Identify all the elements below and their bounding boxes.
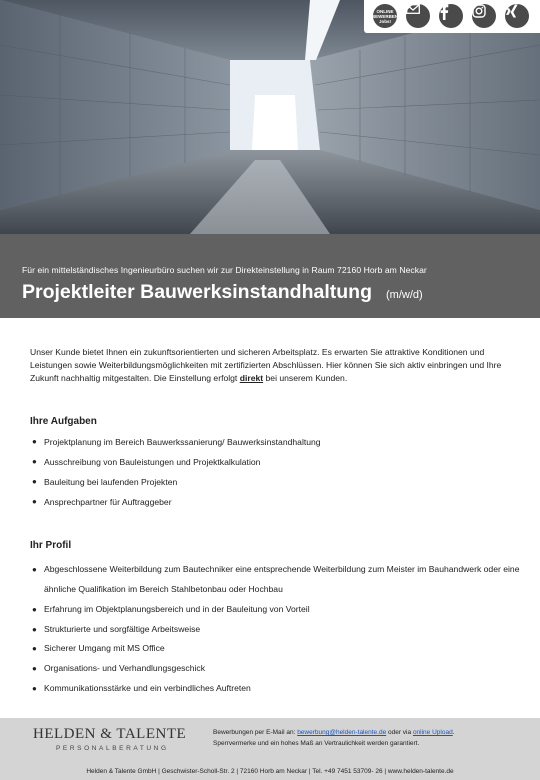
job-intro: Für ein mittelständisches Ingenieurbüro suchen wir zur Direkteinstellung in Raum 72160 Horb am Neckar bbox=[22, 265, 427, 275]
job-title-suffix: (m/w/d) bbox=[386, 289, 423, 301]
online-bewerben-icon[interactable] bbox=[373, 4, 397, 28]
list-item bbox=[30, 620, 520, 640]
list-item bbox=[30, 639, 520, 659]
list-item bbox=[30, 477, 520, 497]
list-item-text: Strukturierte und sorgfältige Arbeitsweise bbox=[44, 623, 201, 634]
company-logo-subtitle: PERSONALBERATUNG bbox=[56, 745, 169, 752]
list-item bbox=[30, 457, 520, 477]
bullet-icon: ● bbox=[32, 437, 37, 446]
confidentiality-note: Sperrvermerke und ein hohes Maß an Vertraulichkeit werden garantiert. bbox=[213, 740, 420, 747]
list-item-text: Ausschreibung von Bauleistungen und Projektkalkulation bbox=[44, 457, 261, 467]
bullet-icon: ● bbox=[32, 477, 37, 486]
list-item-text: Erfahrung im Objektplanungsbereich und in der Bauleitung von Vorteil bbox=[44, 604, 310, 614]
list-item-text: Ansprechpartner für Auftraggeber bbox=[44, 497, 172, 507]
bullet-icon: ● bbox=[32, 624, 37, 634]
profile-list bbox=[30, 560, 520, 699]
list-item-text: Kommunikationsstärke und ein verbindliches Auftreten bbox=[44, 683, 251, 693]
online-badge-line: ONLINE bbox=[376, 8, 394, 14]
bullet-icon: ● bbox=[32, 457, 37, 466]
bullet-icon: ● bbox=[32, 605, 37, 614]
bullet-icon: ● bbox=[32, 644, 37, 653]
apply-email-link[interactable]: bewerbung@helden-talente.de bbox=[297, 729, 387, 736]
online-badge-line: Jobs! bbox=[379, 18, 392, 24]
tunnel-illustration bbox=[0, 0, 540, 234]
lead-emphasis: direkt bbox=[239, 372, 264, 383]
bullet-icon: ● bbox=[32, 664, 37, 673]
list-item bbox=[30, 659, 520, 679]
facebook-icon[interactable] bbox=[439, 4, 463, 28]
list-item bbox=[30, 679, 520, 699]
lead-text: Unser Kunde bietet Ihnen ein zukunftsorientierten und sicheren Arbeitsplatz. Es erwarten Sie attraktive Konditionen und Leistungen sowie Weiterbildungsmöglichkeiten mit zertifizierten Abschlüssen. Hier können Sie sich aktiv einbringen und Ihre Zukunft nachhaltig mitgestalten. Die Einstellung erfolgt bbox=[30, 347, 502, 383]
job-title bbox=[22, 281, 423, 304]
profile-heading: Ihr Profil bbox=[30, 540, 72, 551]
social-bar bbox=[364, 0, 540, 33]
list-item-text: Organisations- und Verhandlungsgeschick bbox=[44, 663, 205, 673]
title-band bbox=[0, 234, 540, 318]
company-logo: HELDEN & TALENTE bbox=[33, 726, 187, 742]
apply-mid: oder via bbox=[386, 729, 413, 736]
online-upload-link[interactable]: online Upload bbox=[412, 729, 453, 736]
apply-end: . bbox=[452, 729, 455, 736]
list-item-text: Bauleitung bei laufenden Projekten bbox=[44, 477, 178, 487]
bullet-icon: ● bbox=[32, 497, 37, 506]
list-item bbox=[30, 437, 520, 457]
tasks-heading: Ihre Aufgaben bbox=[30, 416, 97, 427]
list-item bbox=[30, 497, 520, 517]
job-title-text: Projektleiter Bauwerksinstandhaltung bbox=[22, 281, 373, 303]
list-item bbox=[30, 560, 520, 600]
list-item-text: Abgeschlossene Weiterbildung zum Bautechniker eine entsprechende Weiterbildung zum Meister im Bauhandwerk oder eine ähnliche Qualifikation im Bereich Stahlbetonbau oder Hochbau bbox=[44, 564, 520, 594]
tasks-list bbox=[30, 437, 520, 517]
list-item bbox=[30, 600, 520, 620]
lead-tail: bei unserem Kunden. bbox=[263, 372, 348, 383]
bullet-icon: ● bbox=[32, 565, 37, 574]
hero-image bbox=[0, 0, 540, 234]
instagram-icon[interactable] bbox=[472, 4, 496, 28]
mail-icon[interactable] bbox=[406, 4, 430, 28]
application-info bbox=[213, 727, 533, 749]
lead-paragraph bbox=[30, 346, 515, 384]
bullet-icon: ● bbox=[32, 684, 37, 693]
xing-icon[interactable] bbox=[505, 4, 529, 28]
contact-line: Helden & Talente GmbH | Geschwister-Scholl-Str. 2 | 72160 Horb am Neckar | Tel. +49 7451 53709- 26 | www.helden-talente.de bbox=[86, 768, 454, 775]
footer bbox=[0, 718, 540, 780]
online-badge-line: BEWERBEN bbox=[371, 13, 399, 19]
list-item-text: Projektplanung im Bereich Bauwerkssanierung/ Bauwerksinstandhaltung bbox=[44, 437, 321, 447]
apply-prefix: Bewerbungen per E-Mail an: bbox=[213, 729, 298, 736]
list-item-text: Sicherer Umgang mit MS Office bbox=[44, 643, 165, 653]
